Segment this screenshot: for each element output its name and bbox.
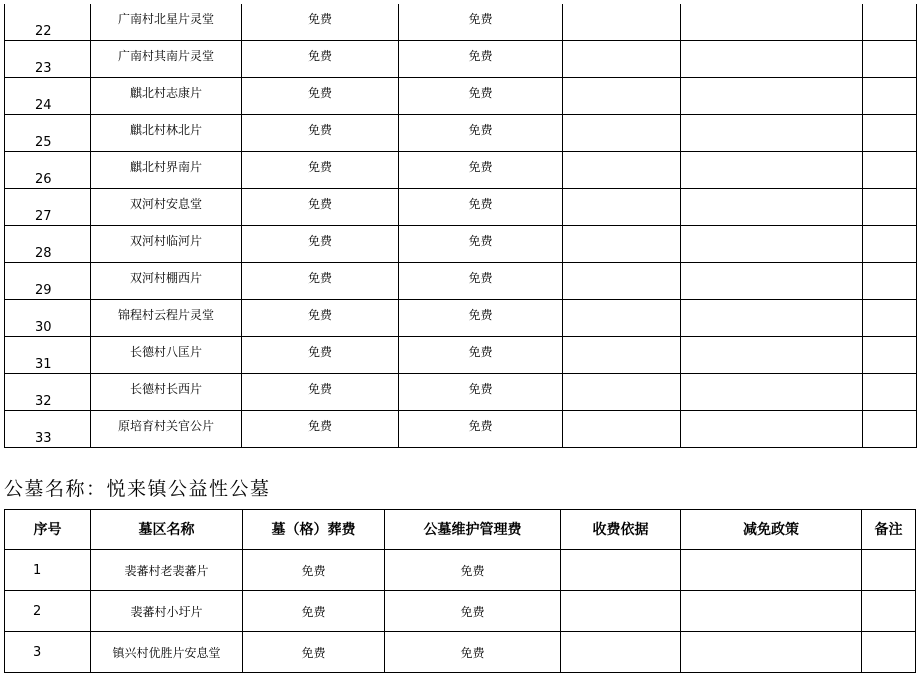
cemetery-area-name: 长德村长西片 bbox=[91, 373, 242, 410]
burial-fee: 免费 bbox=[242, 373, 399, 410]
note bbox=[863, 336, 917, 373]
note bbox=[863, 373, 917, 410]
cemetery-area-name: 广南村北星片灵堂 bbox=[91, 4, 242, 40]
table-row bbox=[5, 632, 916, 673]
burial-fee: 免费 bbox=[242, 151, 399, 188]
reduction-policy bbox=[681, 225, 863, 262]
row-number: 23 bbox=[5, 40, 91, 77]
maintenance-fee: 免费 bbox=[399, 114, 563, 151]
burial-fee: 免费 bbox=[242, 114, 399, 151]
table-row bbox=[5, 151, 917, 188]
fee-table-body bbox=[5, 550, 916, 673]
burial-fee: 免费 bbox=[243, 550, 385, 591]
cemetery-area-name: 裴蕃村小圩片 bbox=[91, 591, 243, 632]
note bbox=[863, 410, 917, 447]
fee-basis bbox=[563, 225, 681, 262]
burial-fee: 免费 bbox=[242, 336, 399, 373]
table-row bbox=[5, 225, 917, 262]
fee-table-continued bbox=[4, 4, 917, 448]
note bbox=[863, 151, 917, 188]
burial-fee: 免费 bbox=[242, 225, 399, 262]
maintenance-fee: 免费 bbox=[399, 373, 563, 410]
row-number: 25 bbox=[5, 114, 91, 151]
burial-fee: 免费 bbox=[242, 410, 399, 447]
row-number: 31 bbox=[5, 336, 91, 373]
burial-fee: 免费 bbox=[242, 188, 399, 225]
table-row bbox=[5, 77, 917, 114]
row-number: 29 bbox=[5, 262, 91, 299]
fee-basis bbox=[563, 410, 681, 447]
row-number: 28 bbox=[5, 225, 91, 262]
reduction-policy bbox=[681, 550, 862, 591]
cemetery-area-name: 麒北村界南片 bbox=[91, 151, 242, 188]
reduction-policy bbox=[681, 591, 862, 632]
burial-fee: 免费 bbox=[242, 77, 399, 114]
note bbox=[862, 632, 916, 673]
cemetery-area-name: 锦程村云程片灵堂 bbox=[91, 299, 242, 336]
maintenance-fee: 免费 bbox=[399, 40, 563, 77]
reduction-policy bbox=[681, 410, 863, 447]
cemetery-name-heading: 公墓名称：悦来镇公益性公墓 bbox=[4, 478, 271, 500]
reduction-policy bbox=[681, 262, 863, 299]
table-row bbox=[5, 4, 917, 40]
fee-basis bbox=[563, 373, 681, 410]
row-number: 27 bbox=[5, 188, 91, 225]
row-number: 32 bbox=[5, 373, 91, 410]
burial-fee: 免费 bbox=[243, 591, 385, 632]
row-number: 24 bbox=[5, 77, 91, 114]
cemetery-area-name: 双河村棚西片 bbox=[91, 262, 242, 299]
burial-fee: 免费 bbox=[242, 40, 399, 77]
note bbox=[863, 225, 917, 262]
note bbox=[863, 77, 917, 114]
row-number: 33 bbox=[5, 410, 91, 447]
fee-basis bbox=[561, 632, 681, 673]
table-row bbox=[5, 373, 917, 410]
row-number: 1 bbox=[5, 550, 91, 591]
note bbox=[863, 188, 917, 225]
table-row bbox=[5, 188, 917, 225]
note bbox=[863, 262, 917, 299]
maintenance-fee: 免费 bbox=[399, 188, 563, 225]
fee-basis bbox=[563, 299, 681, 336]
maintenance-fee: 免费 bbox=[399, 77, 563, 114]
reduction-policy bbox=[681, 40, 863, 77]
fee-basis bbox=[563, 151, 681, 188]
reduction-policy bbox=[681, 188, 863, 225]
cemetery-area-name: 双河村安息堂 bbox=[91, 188, 242, 225]
note bbox=[862, 550, 916, 591]
reduction-policy bbox=[681, 114, 863, 151]
fee-basis bbox=[563, 4, 681, 40]
fee-basis bbox=[563, 40, 681, 77]
burial-fee: 免费 bbox=[242, 4, 399, 40]
fee-basis bbox=[561, 550, 681, 591]
maintenance-fee: 免费 bbox=[399, 299, 563, 336]
table-row bbox=[5, 262, 917, 299]
header-fee: 墓（格）葬费 bbox=[243, 510, 385, 550]
row-number: 3 bbox=[5, 632, 91, 673]
cemetery-area-name: 镇兴村优胜片安息堂 bbox=[91, 632, 243, 673]
header-basis: 收费依据 bbox=[561, 510, 681, 550]
row-number: 30 bbox=[5, 299, 91, 336]
note bbox=[863, 40, 917, 77]
fee-basis bbox=[563, 114, 681, 151]
cemetery-area-name: 麒北村志康片 bbox=[91, 77, 242, 114]
note bbox=[863, 4, 917, 40]
fee-basis bbox=[563, 188, 681, 225]
cemetery-area-name: 双河村临河片 bbox=[91, 225, 242, 262]
header-note: 备注 bbox=[862, 510, 916, 550]
cemetery-area-name: 麒北村林北片 bbox=[91, 114, 242, 151]
reduction-policy bbox=[681, 373, 863, 410]
header-no: 序号 bbox=[5, 510, 91, 550]
reduction-policy bbox=[681, 4, 863, 40]
header-policy: 减免政策 bbox=[681, 510, 862, 550]
maintenance-fee: 免费 bbox=[399, 336, 563, 373]
note bbox=[863, 114, 917, 151]
note bbox=[862, 591, 916, 632]
fee-basis bbox=[561, 591, 681, 632]
maintenance-fee: 免费 bbox=[399, 4, 563, 40]
maintenance-fee: 免费 bbox=[399, 410, 563, 447]
fee-basis bbox=[563, 77, 681, 114]
row-number: 26 bbox=[5, 151, 91, 188]
maintenance-fee: 免费 bbox=[385, 550, 561, 591]
burial-fee: 免费 bbox=[243, 632, 385, 673]
maintenance-fee: 免费 bbox=[385, 632, 561, 673]
burial-fee: 免费 bbox=[242, 299, 399, 336]
table-header-row bbox=[5, 510, 916, 550]
reduction-policy bbox=[681, 77, 863, 114]
reduction-policy bbox=[681, 151, 863, 188]
table-row bbox=[5, 410, 917, 447]
table-row bbox=[5, 336, 917, 373]
note bbox=[863, 299, 917, 336]
maintenance-fee: 免费 bbox=[385, 591, 561, 632]
fee-basis bbox=[563, 262, 681, 299]
maintenance-fee: 免费 bbox=[399, 262, 563, 299]
table-row bbox=[5, 550, 916, 591]
header-name: 墓区名称 bbox=[91, 510, 243, 550]
reduction-policy bbox=[681, 299, 863, 336]
cemetery-area-name: 原培育村关官公片 bbox=[91, 410, 242, 447]
header-maintenance: 公墓维护管理费 bbox=[385, 510, 561, 550]
cemetery-area-name: 广南村其南片灵堂 bbox=[91, 40, 242, 77]
reduction-policy bbox=[681, 336, 863, 373]
maintenance-fee: 免费 bbox=[399, 225, 563, 262]
row-number: 22 bbox=[5, 4, 91, 40]
table-row bbox=[5, 40, 917, 77]
cemetery-area-name: 长德村八匡片 bbox=[91, 336, 242, 373]
cemetery-area-name: 裴蕃村老裴蕃片 bbox=[91, 550, 243, 591]
reduction-policy bbox=[681, 632, 862, 673]
fee-basis bbox=[563, 336, 681, 373]
burial-fee: 免费 bbox=[242, 262, 399, 299]
table-row bbox=[5, 299, 917, 336]
maintenance-fee: 免费 bbox=[399, 151, 563, 188]
table-row bbox=[5, 114, 917, 151]
fee-table-body bbox=[5, 4, 917, 447]
table-row bbox=[5, 591, 916, 632]
fee-table bbox=[4, 509, 916, 673]
row-number: 2 bbox=[5, 591, 91, 632]
